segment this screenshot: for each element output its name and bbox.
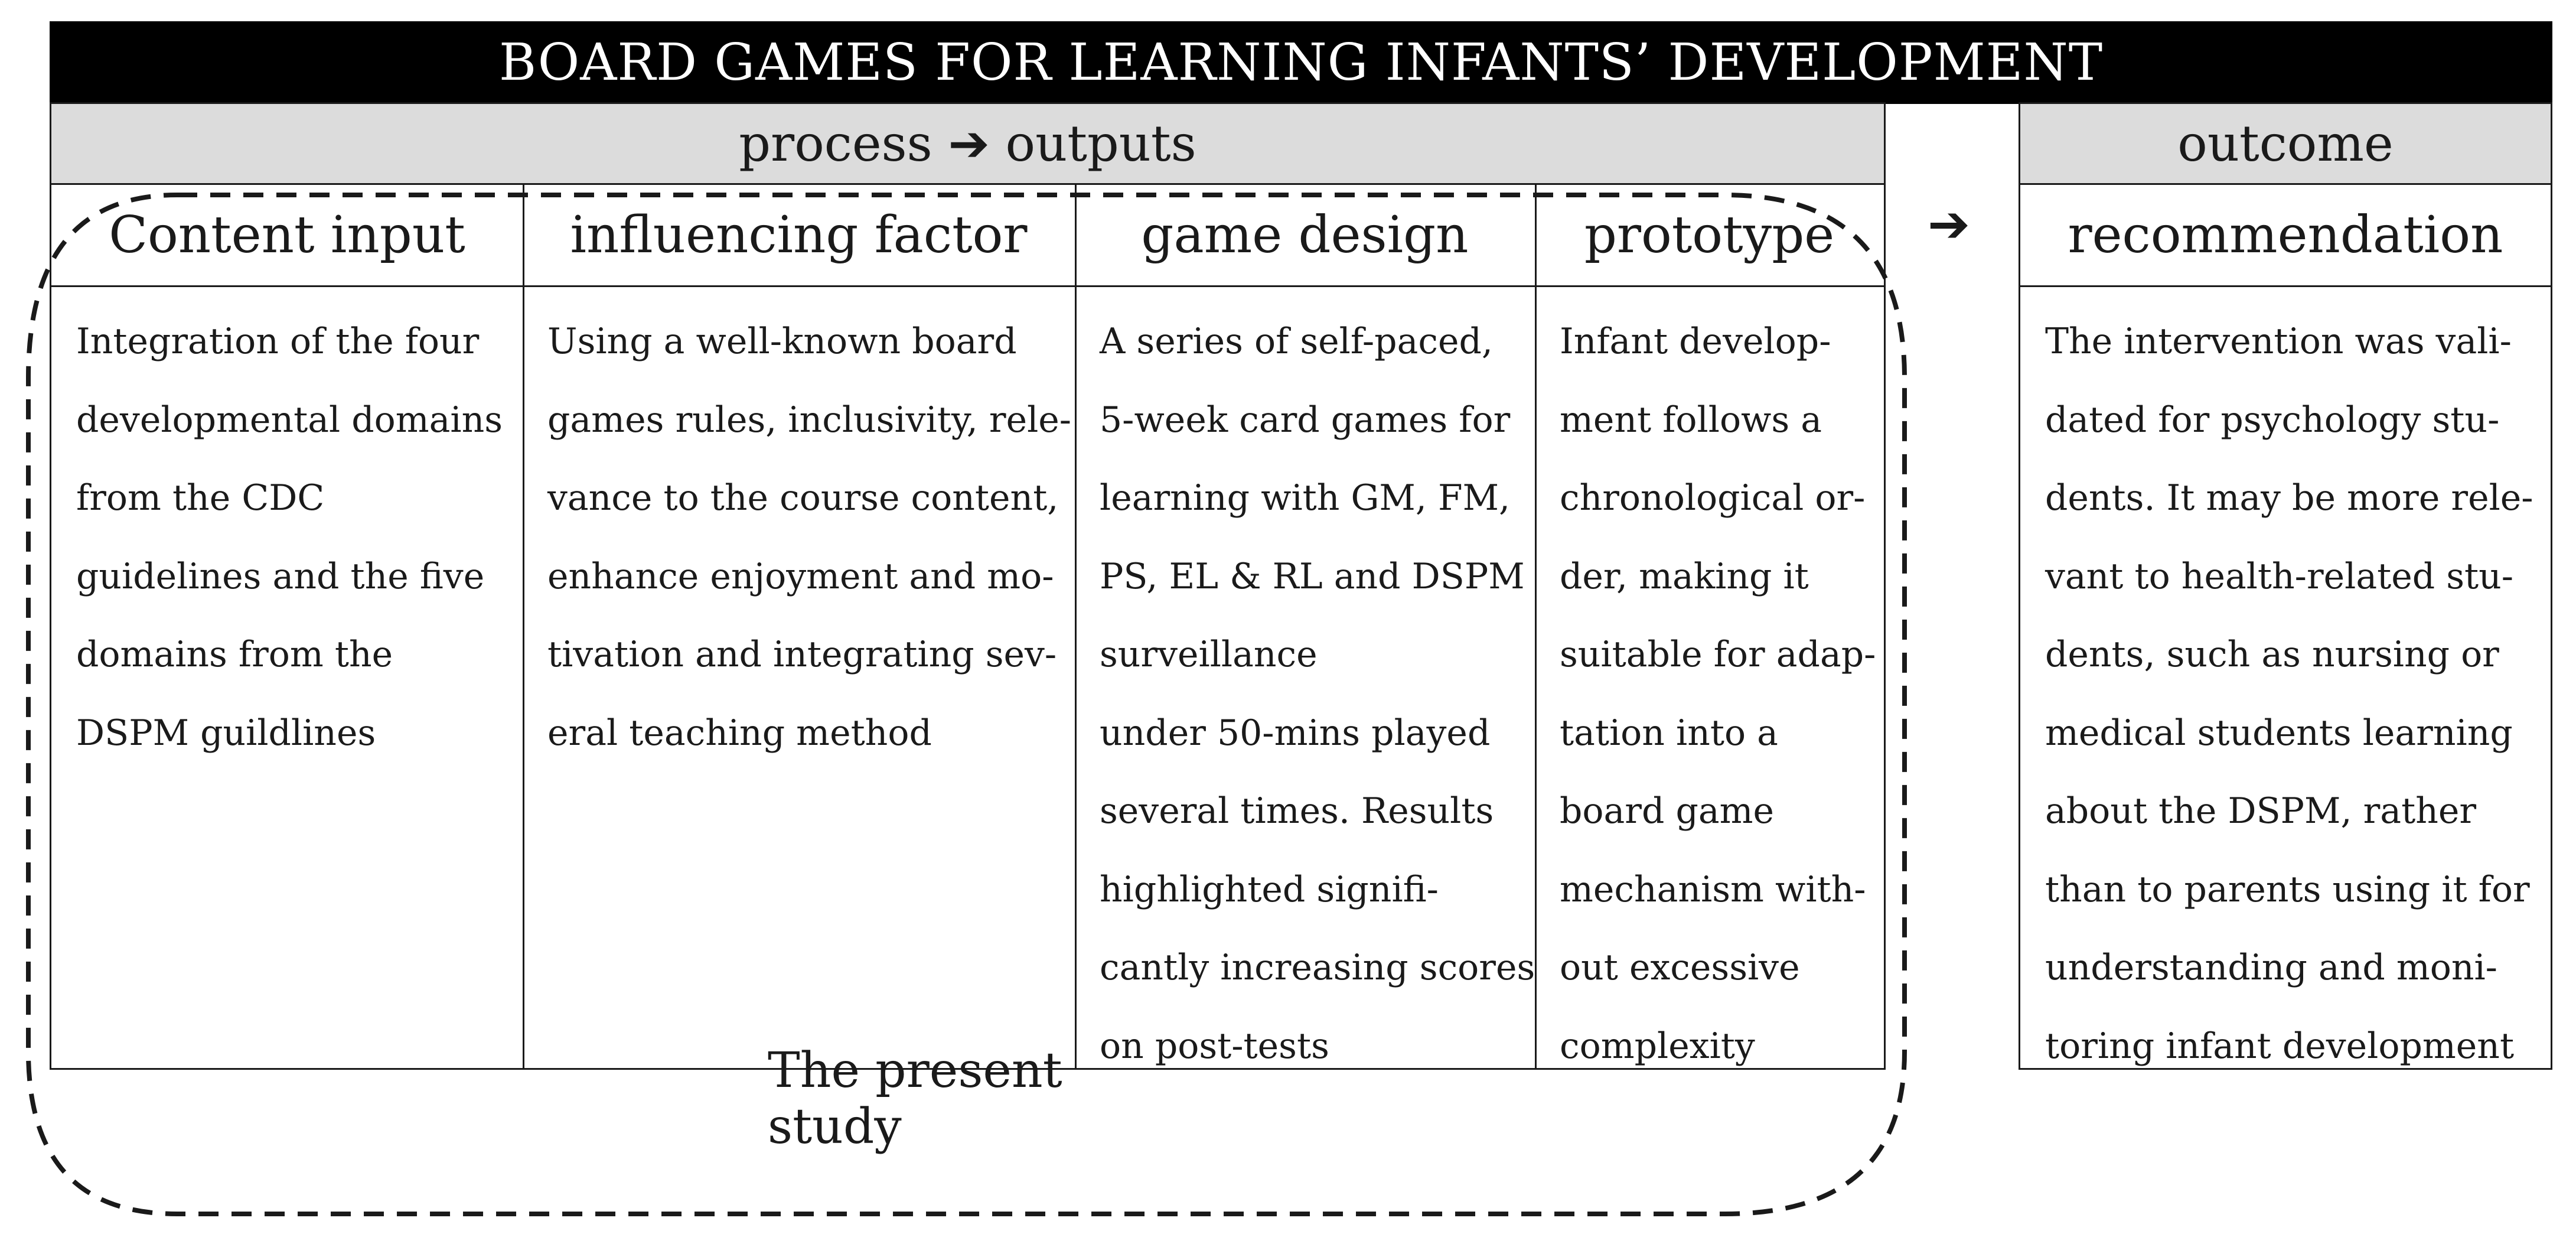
diagram-title: BOARD GAMES FOR LEARNING INFANTS’ DEVELOPMENT <box>50 21 2552 104</box>
body-line: out excessive <box>1560 947 1800 988</box>
body-line: guidelines and the five <box>76 555 485 597</box>
body-line: toring infant development <box>2045 1025 2515 1067</box>
body-line: eral teaching method <box>547 712 932 754</box>
arrow-right-icon: ➔ <box>1927 195 1971 254</box>
body-line: tivation and integrating sev- <box>547 634 1057 675</box>
body-line: suitable for adap- <box>1560 634 1876 675</box>
body-line: The intervention was vali- <box>2045 321 2512 362</box>
body-line: about the DSPM, rather <box>2045 790 2477 832</box>
body-line: tation into a <box>1560 712 1778 754</box>
body-line: surveillance <box>1100 634 1318 675</box>
body-line: developmental domains <box>76 399 503 441</box>
body-line: complexity <box>1560 1025 1755 1067</box>
column-heading-recommendation: recommendation <box>2020 185 2551 287</box>
body-line: der, making it <box>1560 555 1809 597</box>
body-line: games rules, inclusivity, rele- <box>547 399 1072 441</box>
body-line: learning with GM, FM, <box>1100 477 1511 519</box>
body-line: vant to health-related stu- <box>2045 555 2514 597</box>
outcome-block <box>2019 102 2552 1070</box>
body-line: cantly increasing scores <box>1100 947 1535 988</box>
body-line: Using a well-known board <box>547 321 1017 362</box>
present-study-label: The present study <box>768 1043 1062 1155</box>
body-line: board game <box>1560 790 1775 832</box>
body-line: mechanism with- <box>1560 868 1866 910</box>
body-line: medical students learning <box>2045 712 2513 754</box>
column-heading-prototype: prototype <box>1535 185 1884 287</box>
body-line: ment follows a <box>1560 399 1822 441</box>
body-line: than to parents using it for <box>2045 868 2530 910</box>
column-body-content-input <box>51 287 523 1068</box>
body-line: DSPM guildlines <box>76 712 376 754</box>
column-heading-content-input: Content input <box>51 185 523 287</box>
body-line: dents. It may be more rele- <box>2045 477 2533 519</box>
body-line: domains from the <box>76 634 393 675</box>
body-line: dated for psychology stu- <box>2045 399 2500 441</box>
body-line: on post-tests <box>1100 1025 1329 1067</box>
body-line: Integration of the four <box>76 321 480 362</box>
column-body-prototype <box>1535 287 1884 1068</box>
body-line: Infant develop- <box>1560 321 1831 362</box>
column-heading-influencing-factor: influencing factor <box>523 185 1075 287</box>
body-line: PS, EL & RL and DSPM <box>1100 555 1525 597</box>
body-line: understanding and moni- <box>2045 947 2497 988</box>
body-line: under 50-mins played <box>1100 712 1491 754</box>
body-line: highlighted signifi- <box>1100 868 1439 910</box>
body-line: several times. Results <box>1100 790 1494 832</box>
column-body-recommendation <box>2020 287 2551 1068</box>
column-heading-game-design: game design <box>1075 185 1535 287</box>
body-line: from the CDC <box>76 477 325 519</box>
outcome-header: outcome <box>2020 104 2551 185</box>
process-block <box>50 102 1886 1070</box>
body-line: vance to the course content, <box>547 477 1059 519</box>
column-body-influencing-factor <box>523 287 1075 1068</box>
column-body-game-design <box>1075 287 1535 1068</box>
body-line: dents, such as nursing or <box>2045 634 2499 675</box>
body-line: chronological or- <box>1560 477 1866 519</box>
process-header: process ➔ outputs <box>51 104 1884 185</box>
body-line: enhance enjoyment and mo- <box>547 555 1054 597</box>
body-line: A series of self-paced, <box>1100 321 1493 362</box>
body-line: 5-week card games for <box>1100 399 1511 441</box>
